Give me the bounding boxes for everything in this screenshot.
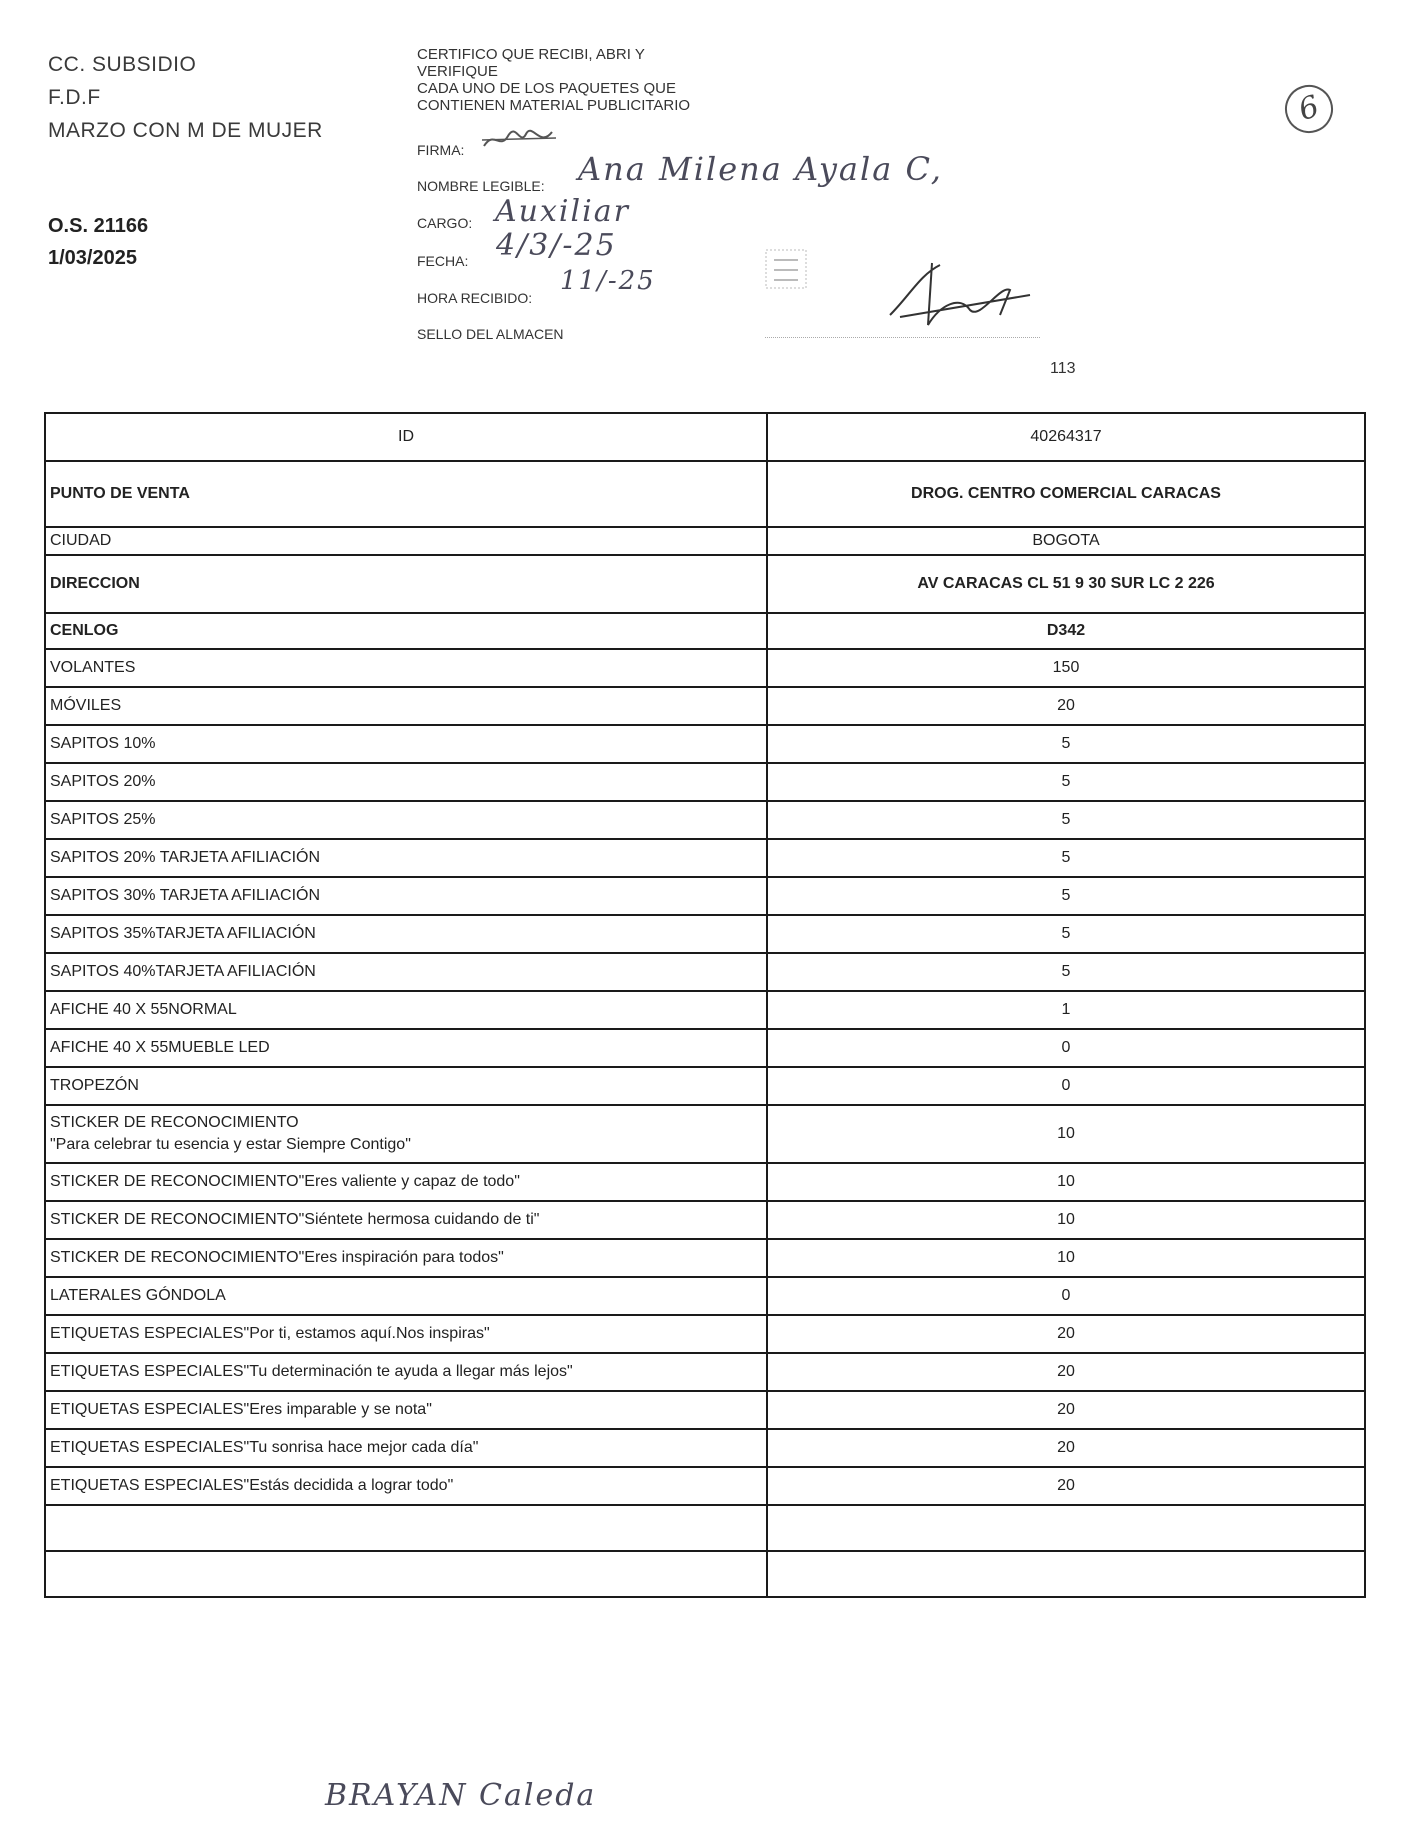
stamp-logo-icon (756, 245, 816, 300)
table-row (45, 1505, 1365, 1551)
row-label: SAPITOS 40%TARJETA AFILIACIÓN (45, 953, 767, 991)
table-row (45, 1277, 1365, 1315)
table-row (45, 1353, 1365, 1391)
stamp-signature (880, 255, 1040, 345)
table-row (45, 1201, 1365, 1239)
row-value: 20 (767, 687, 1365, 725)
row-value: DROG. CENTRO COMERCIAL CARACAS (767, 461, 1365, 527)
table-row (45, 1239, 1365, 1277)
footer-handwritten-name: BRAYAN Caleda (325, 1778, 597, 1813)
cargo-label: CARGO: (417, 215, 473, 231)
row-value: 5 (767, 725, 1365, 763)
row-label: LATERALES GÓNDOLA (45, 1277, 767, 1315)
row-value: 0 (767, 1277, 1365, 1315)
header-line-1: CC. SUBSIDIO (48, 53, 197, 76)
row-value: 20 (767, 1391, 1365, 1429)
table-row (45, 461, 1365, 527)
row-value: BOGOTA (767, 527, 1365, 555)
row-label: DIRECCION (45, 555, 767, 613)
table-row (45, 991, 1365, 1029)
table-row (45, 725, 1365, 763)
row-value: 10 (767, 1105, 1365, 1163)
row-label-line-1: STICKER DE RECONOCIMIENTO (50, 1114, 299, 1131)
cert-line-3: CADA UNO DE LOS PAQUETES QUE (417, 80, 676, 97)
stamp-dotted-line (765, 337, 1040, 338)
table-row (45, 1067, 1365, 1105)
cargo-value: Auxiliar (495, 194, 630, 229)
row-label: SAPITOS 20% (45, 763, 767, 801)
row-label: ETIQUETAS ESPECIALES"Por ti, estamos aquí.Nos inspiras" (45, 1315, 767, 1353)
row-label (45, 1505, 767, 1551)
hora-value: 11/-25 (560, 266, 656, 296)
certification-text (417, 46, 747, 114)
nombre-label: NOMBRE LEGIBLE: (417, 178, 545, 194)
row-label: SAPITOS 10% (45, 725, 767, 763)
row-label: ETIQUETAS ESPECIALES"Tu determinación te ayuda a llegar más lejos" (45, 1353, 767, 1391)
row-value (767, 1551, 1365, 1597)
row-value: 40264317 (767, 413, 1365, 461)
table-row (45, 1163, 1365, 1201)
row-label: ETIQUETAS ESPECIALES"Tu sonrisa hace mejor cada día" (45, 1429, 767, 1467)
row-label (45, 1105, 767, 1163)
row-value: D342 (767, 613, 1365, 649)
table-row (45, 1029, 1365, 1067)
row-label: VOLANTES (45, 649, 767, 687)
row-label: TROPEZÓN (45, 1067, 767, 1105)
os-date: 1/03/2025 (48, 247, 137, 269)
row-label: SAPITOS 35%TARJETA AFILIACIÓN (45, 915, 767, 953)
row-value: 1 (767, 991, 1365, 1029)
cert-line-4: CONTIENEN MATERIAL PUBLICITARIO (417, 97, 691, 114)
table-row (45, 555, 1365, 613)
row-value: AV CARACAS CL 51 9 30 SUR LC 2 226 (767, 555, 1365, 613)
row-value: 5 (767, 915, 1365, 953)
row-label: ETIQUETAS ESPECIALES"Estás decidida a lograr todo" (45, 1467, 767, 1505)
header-line-3: MARZO CON M DE MUJER (48, 119, 323, 142)
fecha-value: 4/3/-25 (496, 228, 617, 263)
stamp-number: 113 (1050, 360, 1076, 377)
table-row (45, 1315, 1365, 1353)
table-row (45, 953, 1365, 991)
row-value: 0 (767, 1067, 1365, 1105)
row-label: ETIQUETAS ESPECIALES"Eres imparable y se nota" (45, 1391, 767, 1429)
row-value: 0 (767, 1029, 1365, 1067)
materials-table (44, 412, 1366, 1598)
row-label: AFICHE 40 X 55NORMAL (45, 991, 767, 1029)
row-label: SAPITOS 20% TARJETA AFILIACIÓN (45, 839, 767, 877)
sello-label: SELLO DEL ALMACEN (417, 326, 564, 342)
row-label: ID (45, 413, 767, 461)
header-line-2: F.D.F (48, 86, 101, 109)
table-row (45, 1429, 1365, 1467)
row-value: 10 (767, 1163, 1365, 1201)
table-row (45, 613, 1365, 649)
row-value: 5 (767, 801, 1365, 839)
fecha-label: FECHA: (417, 253, 469, 269)
row-label-line-2: "Para celebrar tu esencia y estar Siempre Contigo" (50, 1136, 411, 1153)
nombre-value: Ana Milena Ayala C, (578, 150, 943, 188)
row-label: SAPITOS 30% TARJETA AFILIACIÓN (45, 877, 767, 915)
store-stamp (742, 245, 830, 315)
table-row (45, 649, 1365, 687)
cert-line-2: VERIFIQUE (417, 63, 498, 80)
service-order-block (48, 210, 148, 274)
row-value: 5 (767, 953, 1365, 991)
table-row (45, 1391, 1365, 1429)
firma-label: FIRMA: (417, 142, 465, 158)
table-row (45, 1551, 1365, 1597)
row-value: 150 (767, 649, 1365, 687)
table-row (45, 413, 1365, 461)
row-value: 5 (767, 877, 1365, 915)
table-row (45, 527, 1365, 555)
table-row (45, 687, 1365, 725)
row-value: 5 (767, 839, 1365, 877)
row-value: 10 (767, 1201, 1365, 1239)
row-label: MÓVILES (45, 687, 767, 725)
row-value: 20 (767, 1429, 1365, 1467)
row-value: 20 (767, 1353, 1365, 1391)
firma-signature (480, 124, 560, 154)
os-number: O.S. 21166 (48, 215, 149, 237)
hora-label: HORA RECIBIDO: (417, 290, 533, 306)
page-mark-circled: 6 (1279, 79, 1339, 139)
row-label: PUNTO DE VENTA (45, 461, 767, 527)
table-row (45, 915, 1365, 953)
row-label (45, 1551, 767, 1597)
row-label: STICKER DE RECONOCIMIENTO"Eres inspiración para todos" (45, 1239, 767, 1277)
cert-line-1: CERTIFICO QUE RECIBI, ABRI Y (417, 46, 645, 63)
row-value: 20 (767, 1315, 1365, 1353)
row-value: 10 (767, 1239, 1365, 1277)
table-row (45, 763, 1365, 801)
table-row (45, 801, 1365, 839)
row-label: CIUDAD (45, 527, 767, 555)
table-row (45, 839, 1365, 877)
row-label: STICKER DE RECONOCIMIENTO"Siéntete hermosa cuidando de ti" (45, 1201, 767, 1239)
table-row (45, 877, 1365, 915)
table-row (45, 1105, 1365, 1163)
row-value: 20 (767, 1467, 1365, 1505)
row-label: CENLOG (45, 613, 767, 649)
row-label: SAPITOS 25% (45, 801, 767, 839)
row-value: 5 (767, 763, 1365, 801)
header-left-block (48, 48, 323, 147)
row-label: STICKER DE RECONOCIMIENTO"Eres valiente y capaz de todo" (45, 1163, 767, 1201)
row-value (767, 1505, 1365, 1551)
table-row (45, 1467, 1365, 1505)
row-label: AFICHE 40 X 55MUEBLE LED (45, 1029, 767, 1067)
